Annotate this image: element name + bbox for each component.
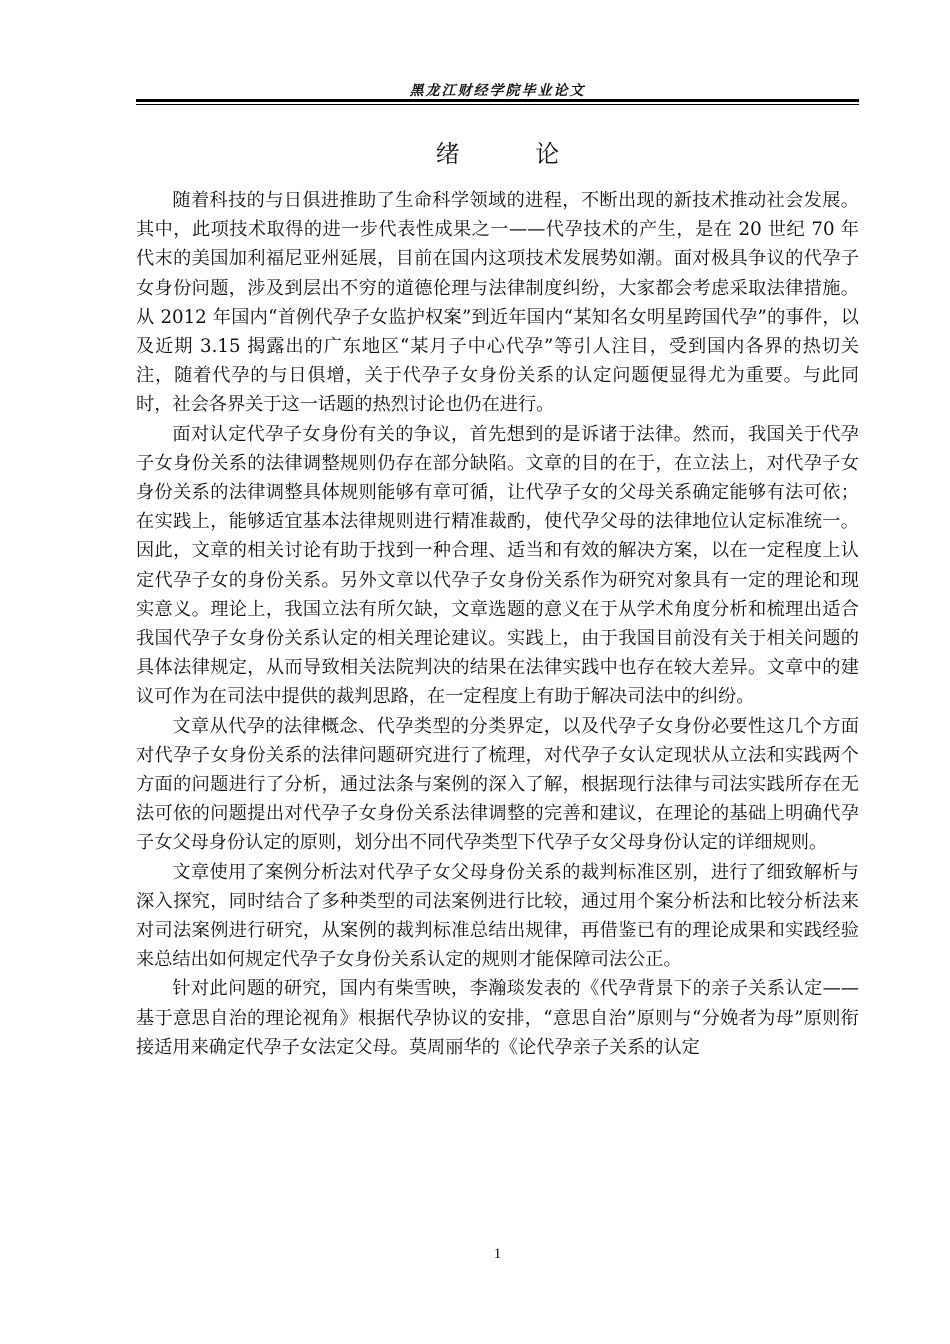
paragraph-4: 文章使用了案例分析法对代孕子女父母身份关系的裁判标准区别，进行了细致解析与深入探究，同时结合了多种类型的司法案例进行比较，通过用个案分析法和比较分析法来对司法案例进行研究，从案例的裁判标准总结出规律，再借鉴已有的理论成果和实践经验来总结出如何规定代孕子女身份关系认定的规则才能保障司法公正。 — [136, 861, 859, 971]
paragraph-2: 面对认定代孕子女身份有关的争议，首先想到的是诉诸于法律。然而，我国关于代孕子女身份关系的法律调整规则仍存在部分缺陷。文章的目的在于，在立法上，对代孕子女身份关系的法律调整具体规则能够有章可循，让代孕子女的父母关系确定能够有法可依；在实践上，能够适宜基本法律规则进行精准裁酌，使代孕父母的法律地位认定标准统一。因此，文章的相关讨论有助于找到一种合理、适当和有效的解决方案，以在一定程度上认定代孕子女的身份关系。另外文章以代孕子女身份关系作为研究对象具有一定的理论和现实意义。理论上，我国立法有所欠缺，文章选题的意义在于从学术角度分析和梳理出适合我国代孕子女身份关系认定的相关理论建议。实践上，由于我国目前没有关于相关问题的具体法律规定，从而导致相关法院判决的结果在法律实践中也存在较大差异。文章中的建议可作为在司法中提供的裁判思路，在一定程度上有助于解决司法中的纠纷。 — [136, 423, 859, 708]
body-text — [136, 186, 859, 1062]
running-header: 黑龙江财经学院毕业论文 — [409, 83, 586, 99]
paragraph-5: 针对此问题的研究，国内有柴雪映，李瀚琰发表的《代孕背景下的亲子关系认定——基于意思自治的理论视角》根据代孕协议的安排，“意思自治”原则与“分娩者为母”原则衔接适用来确定代孕子女法定父母。莫周丽华的《论代孕亲子关系的认定 — [136, 978, 859, 1058]
header-rule-thin — [136, 104, 859, 105]
paragraph-1: 随着科技的与日俱进推助了生命科学领域的进程，不断出现的新技术推动社会发展。其中，此项技术取得的进一步代表性成果之一——代孕技术的产生，是在 20 世纪 70 年代末的美国加利福尼亚州延展，目前在国内这项技术发展势如潮。面对极具争议的代孕子女身份问题，涉及到层出不穷的道德伦理与法律制度纠纷，大家都会考虑采取法律措施。从 2012 年国内“首例代孕子女监护权案”到近年国内“某知名女明星跨国代孕”的事件，以及近期 3.15 揭露出的广东地区“某月子中心代孕”等引人注目，受到国内各界的热切关注，随着代孕的与日俱增，关于代孕子女身份关系的认定问题便显得尤为重要。与此同时，社会各界关于这一话题的热烈讨论也仍在进行。 — [136, 190, 859, 416]
chapter-title: 绪 论 — [435, 140, 594, 168]
paragraph-3: 文章从代孕的法律概念、代孕类型的分类界定，以及代孕子女身份必要性这几个方面对代孕子女身份关系的法律问题研究进行了梳理，对代孕子女认定现状从立法和实践两个方面的问题进行了分析，通过法条与案例的深入了解，根据现行法律与司法实践所存在无法可依的问题提出对代孕子女身份关系法律调整的完善和建议，在理论的基础上明确代孕子女父母身份认定的原则，划分出不同代孕类型下代孕子女父母身份认定的详细规则。 — [136, 715, 859, 854]
page-number: 1 — [493, 1246, 502, 1262]
header-rule-thick — [136, 99, 859, 102]
